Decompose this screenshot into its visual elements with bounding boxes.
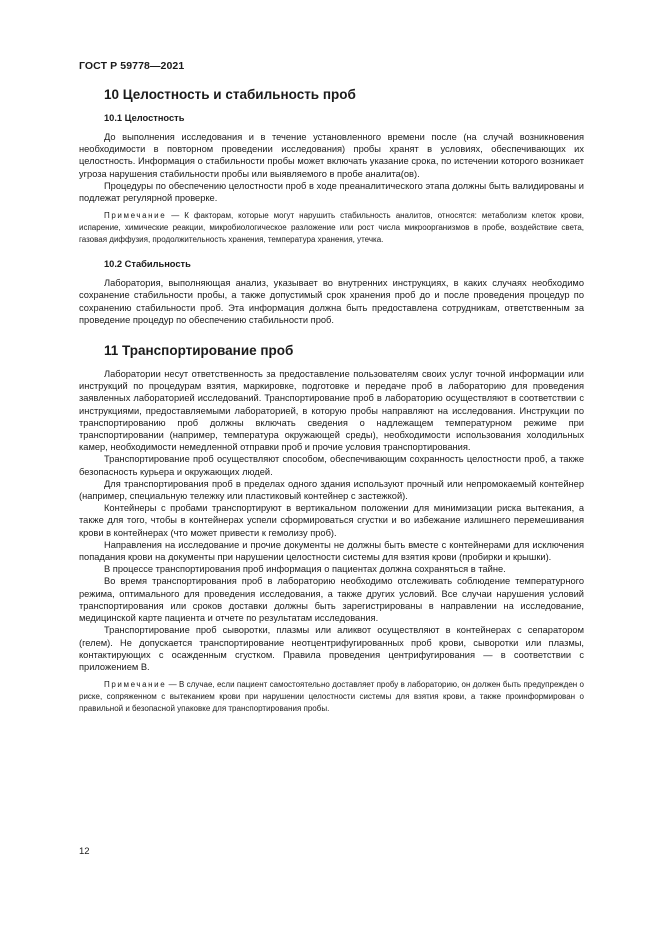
paragraph: Направления на исследование и прочие документы не должны быть вместе с контейнерами для исключения попадания крови на документы при нарушении целостности системы для взятия крови (пробирки и крышки).	[79, 539, 584, 563]
paragraph: В процессе транспортирования проб информация о пациентах должна сохраняться в тайне.	[104, 564, 506, 575]
note-paragraph	[79, 210, 584, 246]
section-11-heading: 11 Транспортирование проб	[104, 343, 294, 359]
note-label: Примечание	[104, 680, 167, 690]
note-text: — К факторам, которые могут нарушить стабильность аналитов, относятся: метаболизм клеток крови, испарение, химические реакции, микробиологическое разложение или рост числа микроорганизмов в пробе, воздействие света, газовая диффузия, продолжительность хранения, температура хранения, утечка.	[79, 211, 584, 245]
subsection-10-2-heading: 10.2 Стабильность	[104, 259, 191, 270]
page-content	[79, 86, 584, 715]
paragraph: Контейнеры с пробами транспортируют в вертикальном положении для минимизации риска вытекания, а также для того, чтобы в контейнерах успели сформироваться сгустки и во избежание излишнего перемешивания крови в контейнерах (что может привести к гемолизу проб).	[79, 503, 584, 538]
paragraph: Лаборатория, выполняющая анализ, указывает во внутренних инструкциях, в каких случаях необходимо сохранение стабильности пробы, а также допустимый срок хранения проб до и после проведения процедур по сохранению стабильности проб. Эта информация должна быть предоставлена сотрудникам, ответственным за проведение процедур по обеспечению стабильности проб.	[79, 278, 584, 325]
section-10-heading: 10 Целостность и стабильность проб	[104, 87, 356, 102]
note-paragraph	[79, 679, 584, 715]
paragraph: Транспортирование проб сыворотки, плазмы или аликвот осуществляют в контейнерах с сепаратором (гелем). Не допускается транспортирование неотцентрифугированных проб крови, сыворотки или плазмы, контактирующих с осажденным сгустком. Правила проведения центрифугирования — в соответствии с приложением В.	[79, 625, 584, 672]
document-code-header: ГОСТ Р 59778—2021	[79, 60, 185, 72]
paragraph: Транспортирование проб осуществляют способом, обеспечивающим сохранность целостности проб, а также безопасность курьера и окружающих людей.	[79, 454, 584, 477]
page-number: 12	[79, 846, 90, 857]
paragraph: До выполнения исследования и в течение установленного времени после (на случай возникновения необходимости в повторном проведении исследования) пробы хранят в условиях, обеспечивающих их целостность. Информация о стабильности пробы может включать указание срока, по истечении которого возникает угроза нарушения стабильности пробы или выявляемого в пробе аналита(ов).	[79, 132, 584, 179]
paragraph: Процедуры по обеспечению целостности проб в ходе преаналитического этапа должны быть валидированы и подлежат регулярной проверке.	[79, 180, 584, 204]
paragraph: Во время транспортирования проб в лабораторию необходимо отслеживать соблюдение температурного режима, оптимального для проведения исследования, а также других условий. Все случаи нарушения условий транспортирования или сроков доставки должны быть зарегистрированы в направлении на исследование, медицинской карте пациента и отчете по результатам исследования.	[79, 576, 584, 624]
subsection-10-1-heading: 10.1 Целостность	[104, 113, 185, 123]
paragraph: Для транспортирования проб в пределах одного здания используют прочный или непромокаемый контейнер (например, специальную тележку или пластиковый контейнер с застежкой).	[79, 478, 584, 502]
paragraph: Лаборатории несут ответственность за предоставление пользователям своих услуг точной информации или инструкций по процедурам взятия, маркировке, подготовке и передаче проб в лабораторию для проведения заявленных лабораторией исследований. Транспортирование проб в лабораторию осуществляют в соответствии с инструкциями, предоставляемыми лабораторией, в которую пробы направляют на исследования. Инструкции по транспортированию проб должны включать сведения о надлежащем температурном режиме при транспортировании (например, температура окружающей среды), необходимости использования холодильных камер, необходимости немедленной отправки проб и прочие условия транспортирования.	[79, 369, 584, 453]
note-text: — В случае, если пациент самостоятельно доставляет пробу в лабораторию, он должен быть предупрежден о риске, сопряженном с вытеканием крови при нарушении целостности системы для взятия крови, а также проинформирован о правильной и безопасной упаковке для транспортирования пробы.	[79, 680, 584, 714]
note-label: Примечание	[104, 211, 167, 221]
